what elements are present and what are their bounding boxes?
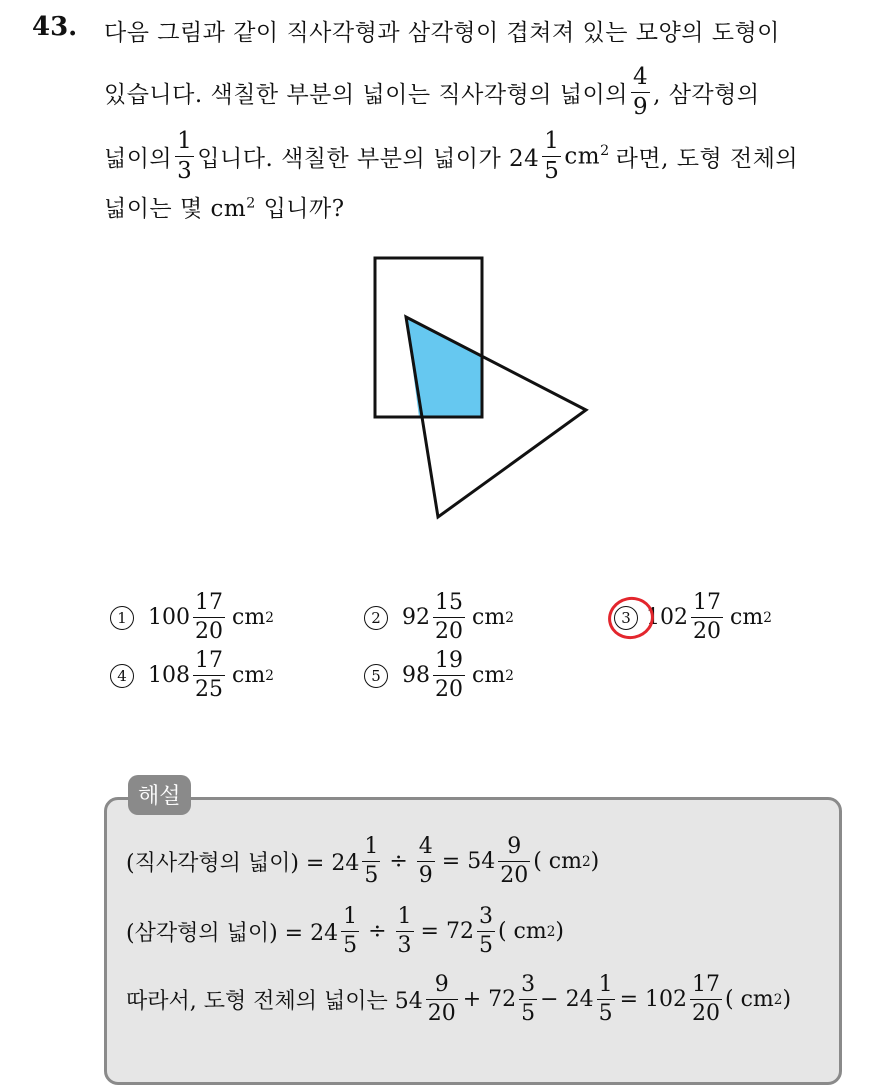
- question-text: 넓이의: [104, 146, 173, 172]
- fraction: $\frac{4}{9}$: [418, 834, 433, 888]
- choice-number: 5: [364, 664, 388, 688]
- fraction: $\frac{1}{5}$: [364, 834, 379, 888]
- fraction: $\frac{1}{5}$: [343, 904, 358, 958]
- fraction: $\frac{19}{20}$: [435, 648, 463, 702]
- question-line-3: [104, 130, 798, 183]
- question-text: 라면, 도형 전체의: [615, 146, 799, 172]
- solution-tag: 해설: [128, 775, 191, 815]
- choice-number: 4: [110, 664, 134, 688]
- fraction: $\frac{17}{25}$: [195, 648, 223, 702]
- denominator: 5: [544, 158, 560, 184]
- numerator: 4: [632, 64, 649, 90]
- fraction: [631, 66, 650, 119]
- shaded-region: [406, 317, 482, 417]
- question-line-2: [104, 66, 760, 119]
- numerator: 1: [177, 128, 193, 154]
- question-line-4: 넓이는 몇 $cm^2$ 입니까?: [104, 195, 345, 222]
- fraction: $\frac{1}{5}$: [598, 972, 613, 1026]
- question-line-1: 다음 그림과 같이 직사각형과 삼각형이 겹쳐져 있는 모양의 도형이: [104, 20, 780, 46]
- choice-number: 2: [364, 606, 388, 630]
- denominator: 3: [177, 158, 193, 184]
- fraction: $\frac{9}{20}$: [500, 834, 529, 888]
- fraction: $\frac{3}{5}$: [521, 972, 536, 1026]
- solution-line-3: 따라서, 도형 전체의 넓이는 54 $\frac{9}{20}$ + 72 $\frac{3}{5}$ − 24 $\frac{1}{5}$ = 102 $\frac{17}{20}$ ( cm 2 ): [126, 972, 792, 1026]
- denominator: 9: [632, 94, 649, 120]
- question-text: 있습니다. 색칠한 부분의 넓이는 직사각형의 넓이의: [104, 82, 628, 108]
- choice-2[interactable]: 2 92 $\frac{15}{20}$ cm 2: [364, 592, 514, 643]
- choice-3[interactable]: 3 102 $\frac{17}{20}$ cm 2: [614, 592, 772, 643]
- fraction: [542, 130, 561, 183]
- fraction: $\frac{17}{20}$: [195, 590, 223, 644]
- choice-5[interactable]: 5 98 $\frac{19}{20}$ cm 2: [364, 650, 514, 701]
- fraction: $\frac{17}{20}$: [693, 590, 721, 644]
- choice-4[interactable]: 4 108 $\frac{17}{25}$ cm 2: [110, 650, 274, 701]
- question-text: , 삼각형의: [653, 82, 760, 108]
- unit: $cm^2$: [564, 143, 610, 170]
- fraction: $\frac{1}{3}$: [397, 904, 412, 958]
- fraction: $\frac{17}{20}$: [692, 972, 720, 1026]
- solution-line-1: (직사각형의 넓이) = 24 $\frac{1}{5}$ ÷ $\frac{4}{9}$ = 54 $\frac{9}{20}$ ( cm 2 ): [126, 834, 600, 888]
- numerator: 1: [544, 128, 560, 154]
- figure: [360, 250, 600, 530]
- question-number: 43.: [32, 12, 78, 42]
- fraction: $\frac{9}{20}$: [427, 972, 456, 1026]
- choice-number: 3: [614, 606, 638, 630]
- fraction: $\frac{15}{20}$: [435, 590, 463, 644]
- solution-line-2: (삼각형의 넓이) = 24 $\frac{1}{5}$ ÷ $\frac{1}{3}$ = 72 $\frac{3}{5}$ ( cm 2 ): [126, 904, 564, 958]
- fraction: $\frac{3}{5}$: [478, 904, 493, 958]
- choice-1[interactable]: 1 100 $\frac{17}{20}$ cm 2: [110, 592, 274, 643]
- fraction: [175, 130, 194, 183]
- question-text: 입니다. 색칠한 부분의 넓이가 24: [197, 146, 540, 172]
- choice-number: 1: [110, 606, 134, 630]
